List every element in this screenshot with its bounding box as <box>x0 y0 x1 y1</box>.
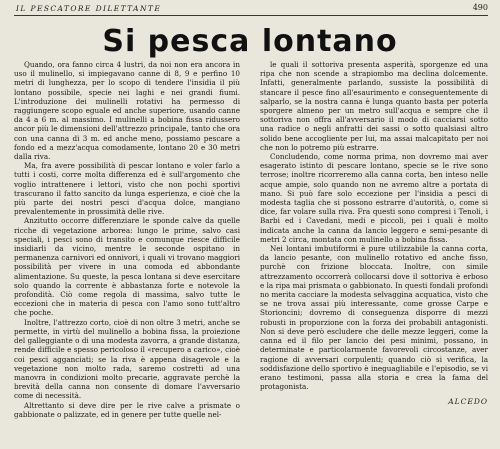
header-rule <box>14 15 488 16</box>
page-number: 490 <box>472 3 488 12</box>
paragraph: Nei lontani imbutiformi è pure utilizzabile la canna corta, da lancio pesante, con mulinello rotativo ed anche fisso, purchè con frizione bloccata. Inoltre, con simile attrezzamento occorrerà collocarsi dove il sottoriva è erboso e la ripa mai prismata o gabbionato. In questi fondali profondi no merita cacciare la modesta selvaggina acquatica, visto che se ne trova assai più interessante, come grosse Carpe e Storioncini; dovremo di conseguenza disporre di mezzi robusti in proporzione con la forza dei probabili antagonisti. Non si deve però escludere che delle mezze leggeri, come la canna ed il filo per lancio dei pesi minimi, possano, in determinate e particolarmente favorevoli circostanze, aver ragione di avversari corpulenti; quando ciò si verifica, la soddisfazione dello sportivo è ineguagliabile e l'episodio, se vi erano testimoni, passa alla storia e crea la fama del protagonista. <box>260 244 488 392</box>
left-column <box>14 60 240 419</box>
right-column <box>260 60 488 407</box>
paragraph: Concludendo, come norma prima, non dovremo mai aver esagerato istinto di pescare lontano, specie se le rive sono terrose; inoltre ricorreremo alla canna corta, ben inteso nelle acque ampie, solo quando non ne avremo altre a portata di mano. Si può fare solo eccezione per l'insidia a pesci di modesta taglia che si possono estrarre d'autorità, o, come si dice, far volare sulla riva. Fra questi sono compresi i Tenoli, i Barbi ed i Cavedani, medi e piccoli, pei i quali è molto indicata anche la canna da lancio leggero e semi-pesante di metri 2 circa, montata con mulinello a bobina fissa. <box>260 152 488 244</box>
running-title: IL PESCATORE DILETTANTE <box>16 4 162 13</box>
paragraph: Quando, ora fanno circa 4 lustri, da noi non era ancora in uso il mulinello, si impiegavano canne di 8, 9 e perfino 10 metri di lunghezza, per lo scopo di tendere l'insidia il più lontano possibile, specie nei laghi e nei grandi fiumi. L'introduzione dei mulinelli rotativi ha permesso di raggiungere scopo eguale ed anche superiore, usando canne da 4 a 6 m. al massimo. I mulinelli a bobina fissa ridussero ancor più le dimensioni dell'attrezzo principale, tanto che ora con una canna di 3 m. ed anche meno, possiamo pescare a fondo ed a mezz'acqua comodamente, lontano 20 e 30 metri dalla riva. <box>14 60 240 162</box>
paragraph: le quali il sottoriva presenta asperità, sporgenze ed una ripa che non scende a strapiombo ma declina dolcemente. Infatti, generalmente parlando, sussiste la possibilità di stancare il pesce fino all'esaurimento e conseguentemente di salparlo, se la nostra canna è lunga quanto basta per poterla sporgere almeno per un metro sull'acqua e sempre che il sottoriva non offra all'avversario il modo di cacciarsi sotto una radice o negli anfratti dei sassi o sotto qualsiasi altro solido bene accogliente per lui, ma assai malcapitato per noi che non lo potremo più estrarre. <box>260 60 488 152</box>
author-signature: ALCEDO <box>448 397 488 407</box>
article-title: Si pesca lontano <box>102 24 398 59</box>
paragraph: Inoltre, l'attrezzo corto, cioè di non oltre 3 metri, anche se permette, in virtù del mulinello a bobina fissa, la proiezione del galleggiante o di una modesta zavorra, a grande distanza, rende difficile e spesso pericoloso il «recupero a carico», cioè coi pesci agganciati; se la riva è appena disagevole e la vegetazione non molto rada, saremo costretti ad una manovra in condizioni molto precarie, aggravate perchè la brevità della canna non consente di domare l'avversario come di necessità. <box>14 317 240 401</box>
paragraph: Anzitutto occorre differenziare le sponde calve da quelle ricche di vegetazione arborea: lungo le prime, salvo casi speciali, i pesci sono di transito e comunque riesce difficile insidiarli da vicino, mentre le seconde ospitano in permanenza carnivori ed onnivori, i quali vi trovano maggiori possibilità per vivere in una comoda ed abbondante alimentazione. Su queste, la pesca lontana si deve esercitare solo quando la corrente è abbastanza forte e notevole la profondità. Ciò come regola di massima, salvo tutte le eccezioni che in materia di pesca con l'amo sono tutt'altro che poche. <box>14 216 240 318</box>
paragraph: Ma, fra avere possibilità di pescar lontano e voler farlo a tutti i costi, corre molta differenza ed è sull'argomento che voglio intrattenere i lettori, visto che non pochi sportivi trascurano il fatto sancito da lunga esperienza, e cioè che la più parte dei nostri pesci d'acqua dolce, mangiano prevalentemente in prossimità delle rive. <box>14 161 240 217</box>
paragraph: Altrettanto si deve dire per le rive calve a prismate o gabbionate o palizzate, ed in genere per tutte quelle nel- <box>14 400 240 419</box>
